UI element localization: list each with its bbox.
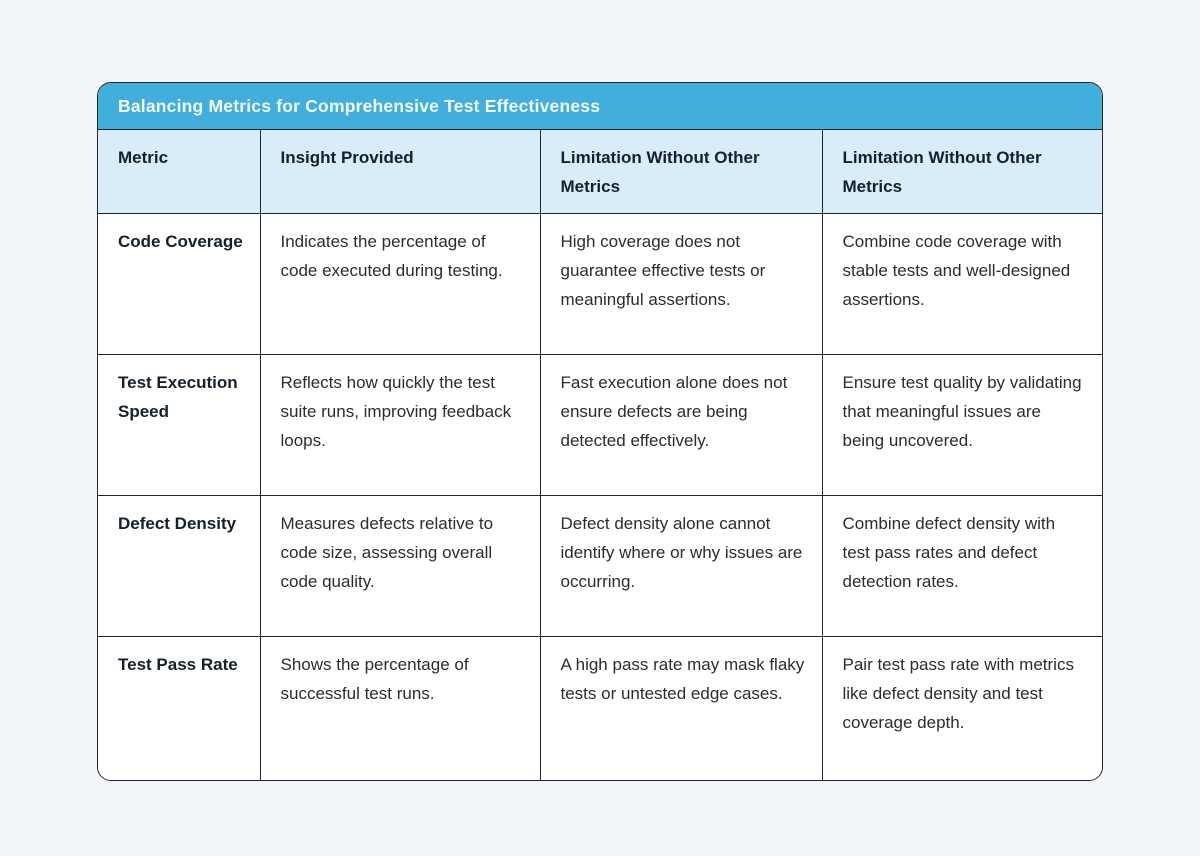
balance-cell: Combine code coverage with stable tests and well-designed assertions. [822,214,1103,355]
insight-cell: Shows the percentage of successful test runs. [260,637,540,780]
metrics-table-card [97,82,1103,781]
column-header-limitation-without-other-metrics-1: Limitation Without Other Metrics [540,130,822,214]
limitation-cell: Defect density alone cannot identify where or why issues are occurring. [540,496,822,637]
table-row-test-execution-speed [98,355,1103,496]
limitation-cell: A high pass rate may mask flaky tests or untested edge cases. [540,637,822,780]
limitation-cell: High coverage does not guarantee effective tests or meaningful assertions. [540,214,822,355]
metric-cell: Test Execution Speed [98,355,260,496]
column-header-insight-provided: Insight Provided [260,130,540,214]
balance-cell: Pair test pass rate with metrics like defect density and test coverage depth. [822,637,1103,780]
column-header-limitation-without-other-metrics-2: Limitation Without Other Metrics [822,130,1103,214]
metrics-table [98,130,1103,780]
table-row-code-coverage [98,214,1103,355]
table-header-row [98,130,1103,214]
balance-cell: Ensure test quality by validating that meaningful issues are being uncovered. [822,355,1103,496]
metric-cell: Code Coverage [98,214,260,355]
column-header-metric: Metric [98,130,260,214]
limitation-cell: Fast execution alone does not ensure defects are being detected effectively. [540,355,822,496]
metric-cell: Defect Density [98,496,260,637]
table-row-test-pass-rate [98,637,1103,780]
balance-cell: Combine defect density with test pass rates and defect detection rates. [822,496,1103,637]
table-title: Balancing Metrics for Comprehensive Test Effectiveness [98,83,1102,130]
insight-cell: Reflects how quickly the test suite runs, improving feedback loops. [260,355,540,496]
table-row-defect-density [98,496,1103,637]
metric-cell: Test Pass Rate [98,637,260,780]
insight-cell: Measures defects relative to code size, assessing overall code quality. [260,496,540,637]
insight-cell: Indicates the percentage of code executed during testing. [260,214,540,355]
